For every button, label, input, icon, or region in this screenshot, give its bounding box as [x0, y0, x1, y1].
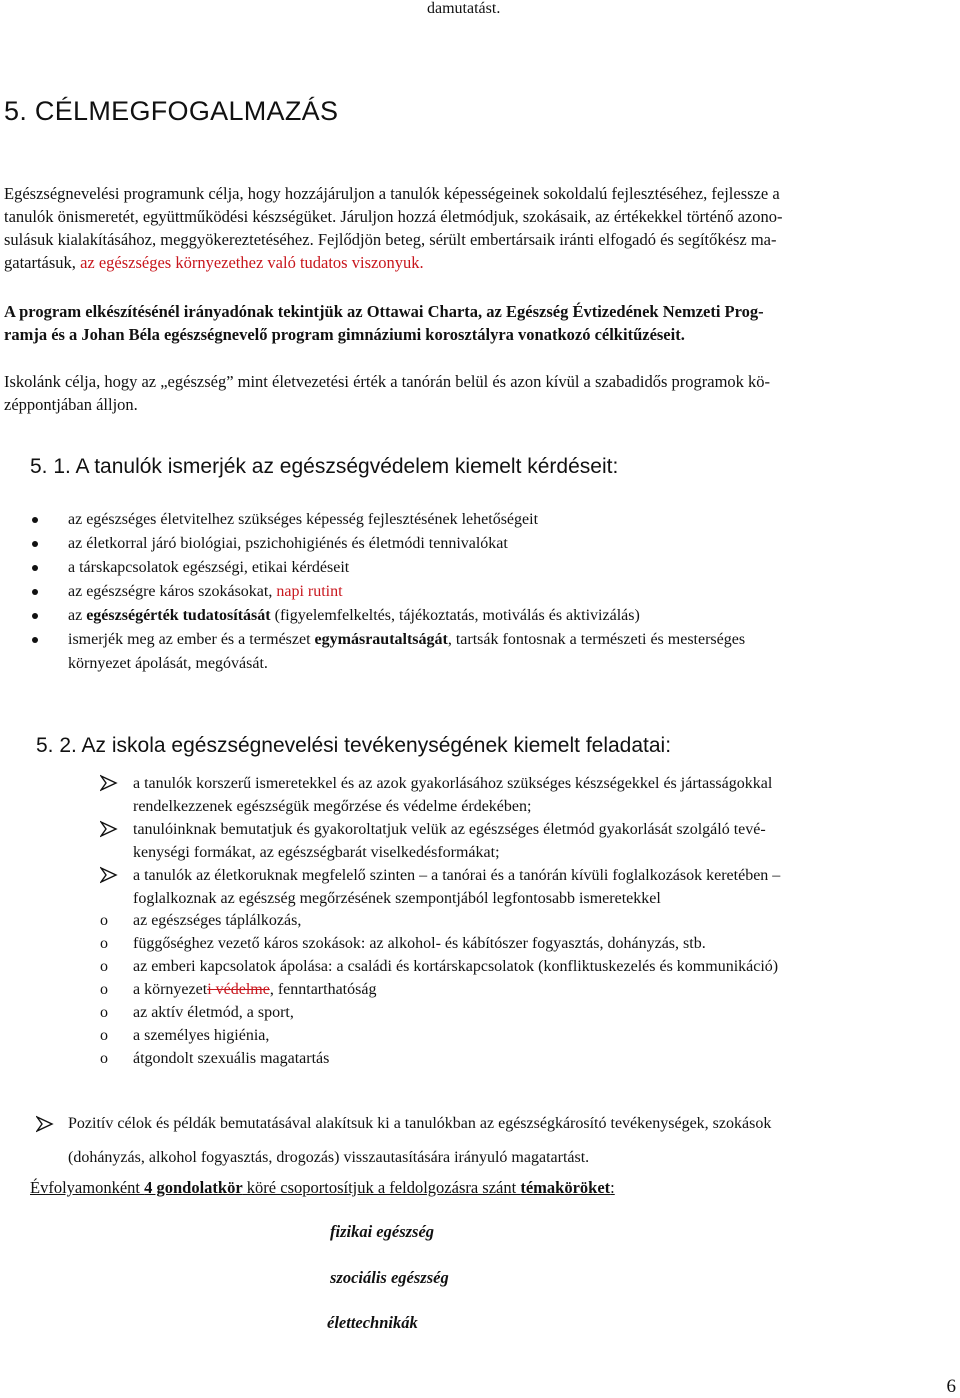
subsection-1-title: 5. 1. A tanulók ismerjék az egészségvédelem kiemelt kérdéseit:: [30, 455, 619, 478]
circle-bullet: o: [100, 935, 108, 952]
list-item-text: (dohányzás, alkohol fogyasztás, drogozás) visszautasítására irányuló magatartást.: [68, 1149, 590, 1166]
list-item-text: , tartsák fontosnak a természeti és mesterséges: [447, 631, 746, 648]
bullet-icon: [32, 565, 38, 571]
circle-bullet: o: [100, 981, 108, 998]
bold-phrase: egymásrautaltságát: [314, 631, 448, 648]
list-item: [100, 1001, 778, 1024]
health-topics-list: [30, 508, 950, 676]
circle-bullet: o: [100, 1027, 108, 1044]
list-item: [100, 818, 950, 864]
list-item-text: függőséghez vezető káros szokások: az alkohol- és kábítószer fogyasztás, dohányzás, stb.: [133, 935, 706, 952]
list-item-text: a tanulók az életkoruknak megfelelő szinten – a tanórai és a tanórán kívüli foglalkozások keretében –: [133, 867, 781, 884]
intro-line-4-text: gatartásuk,: [4, 253, 81, 272]
list-item: [100, 978, 778, 1001]
list-item-text: az aktív életmód, a sport,: [133, 1004, 294, 1021]
program-basis-paragraph: [4, 300, 952, 346]
list-item-text: tanulóinknak bemutatjuk és gyakoroltatjuk velük az egészséges életmód gyakorlását szolgáló tevé-: [133, 821, 766, 838]
continued-text-fragment: damutatást.: [427, 0, 501, 17]
bullet-icon: [32, 589, 38, 595]
topic-groups-intro: [30, 1177, 615, 1199]
topic-life-skills: élettechnikák: [327, 1313, 418, 1332]
intro-text: köré csoportosítjuk a feldolgozásra szánt: [242, 1178, 521, 1197]
list-item-text: az egészséges táplálkozás,: [133, 912, 302, 929]
intro-text: Évfolyamonként: [30, 1178, 145, 1197]
list-item: [100, 772, 950, 818]
list-item-text: az életkorral járó biológiai, pszichohigiénés és életmódi tennivalókat: [68, 535, 508, 552]
list-item: [100, 1024, 778, 1047]
list-item: [30, 628, 950, 676]
circle-bullet: o: [100, 1050, 108, 1067]
list-item: [30, 580, 950, 604]
basis-line-2: ramja és a Johan Béla egészségnevelő program gimnáziumi korosztályra vonatkozó célkitűzéseit.: [4, 325, 685, 344]
intro-line-4: [4, 251, 952, 274]
list-item: [30, 604, 950, 628]
bullet-icon: [32, 637, 38, 643]
list-item: [100, 1047, 778, 1070]
subsection-2-title: 5. 2. Az iskola egészségnevelési tevékenységének kiemelt feladatai:: [36, 734, 672, 757]
bullet-icon: [32, 541, 38, 547]
list-item-text: (figyelemfelkeltés, tájékoztatás, motiválás és aktivizálás): [270, 607, 640, 624]
circle-bullet: o: [100, 958, 108, 975]
list-item-text: az: [68, 607, 87, 624]
list-item-text: a társkapcsolatok egészségi, etikai kérdéseit: [68, 559, 350, 576]
bullet-icon: [32, 613, 38, 619]
arrow-bullet-icon: [36, 1115, 54, 1133]
list-item-text: az egészségre káros szokásokat,: [68, 583, 277, 600]
list-item-text: kenységi formákat, az egészségbarát viselkedésformákat;: [133, 844, 500, 861]
basis-line-1: A program elkészítésénél irányadónak tekintjük az Ottawai Charta, az Egészség Évtizedének Nemzeti Prog-: [4, 302, 764, 321]
bullet-icon: [32, 517, 38, 523]
school-goal-paragraph: [4, 370, 952, 416]
tasks-list: [100, 772, 950, 910]
list-item-text: Pozitív célok és példák bemutatásával alakítsuk ki a tanulókban az egészségkárosító tevékenységek, szokások: [68, 1115, 772, 1132]
intro-text: :: [610, 1178, 615, 1197]
list-item: [100, 932, 778, 955]
arrow-bullet-icon: [100, 866, 118, 884]
subtopics-list: [100, 909, 778, 1070]
bold-phrase: egészségérték tudatosítását: [86, 607, 271, 624]
list-item: [30, 556, 950, 580]
list-item-text: ismerjék meg az ember és a természet: [68, 631, 315, 648]
intro-line-1: Egészségnevelési programunk célja, hogy hozzájáruljon a tanulók képességeinek sokoldalú fejlesztéséhez, fejlessze a: [4, 184, 780, 203]
circle-bullet: o: [100, 1004, 108, 1021]
highlighted-phrase: napi rutint: [276, 583, 343, 600]
intro-paragraph: [4, 182, 952, 274]
list-item: [100, 909, 778, 932]
list-item-text: rendelkezzenek egészségük megőrzése és védelme érdekében;: [133, 798, 532, 815]
page-number: 6: [946, 1376, 956, 1397]
list-item: [30, 508, 950, 532]
list-item-text: az emberi kapcsolatok ápolása: a családi és kortárskapcsolatok (konfliktuskezelés és kommunikáció): [133, 958, 779, 975]
list-item-text: , fenntarthatóság: [269, 981, 377, 998]
list-item-text: a környezet: [133, 981, 208, 998]
section-heading: 5. CÉLMEGFOGALMAZÁS: [4, 96, 339, 126]
list-item-text: foglalkoznak az egészség megőrzésének szempontjából legfontosabb ismeretekkel: [133, 890, 661, 907]
bold-phrase: témaköröket: [520, 1178, 611, 1197]
list-item-text: a személyes higiénia,: [133, 1027, 270, 1044]
list-item-text: környezet ápolását, megóvását.: [68, 655, 268, 672]
topic-physical-health: fizikai egészség: [330, 1222, 435, 1241]
list-item-text: átgondolt szexuális magatartás: [133, 1050, 330, 1067]
goal-line-1: Iskolánk célja, hogy az „egészség” mint életvezetési érték a tanórán belül és azon kívül a szabadidős programok kö-: [4, 372, 771, 391]
bold-phrase: 4 gondolatkör: [144, 1178, 243, 1197]
list-item: [30, 532, 950, 556]
list-item-text: a tanulók korszerű ismeretekkel és az azok gyakorlásához szükséges készségekkel és jártasságokkal: [133, 775, 773, 792]
topic-social-health: szociális egészség: [330, 1268, 449, 1287]
intro-line-2: tanulók önismeretét, együttműködési készségüket. Járuljon hozzá életmódjuk, szokásaik, az értékekkel történő azono-: [4, 207, 783, 226]
arrow-bullet-icon: [100, 774, 118, 792]
list-item: [100, 864, 950, 910]
struck-through-phrase: i védelme: [207, 981, 270, 998]
circle-bullet: o: [100, 912, 108, 929]
intro-line-3: sulásuk kialakításához, meggyökereztetéséhez. Fejlődjön beteg, sérült embertársaik iránti elfogadó és segítőkész ma-: [4, 230, 777, 249]
arrow-bullet-icon: [100, 820, 118, 838]
goal-line-2: zéppontjában álljon.: [4, 395, 138, 414]
list-item: [100, 955, 778, 978]
highlighted-phrase: az egészséges környezethez való tudatos viszonyuk.: [80, 253, 424, 272]
positive-examples-item: [36, 1107, 960, 1175]
list-item-text: az egészséges életvitelhez szükséges képesség fejlesztésének lehetőségeit: [68, 511, 539, 528]
